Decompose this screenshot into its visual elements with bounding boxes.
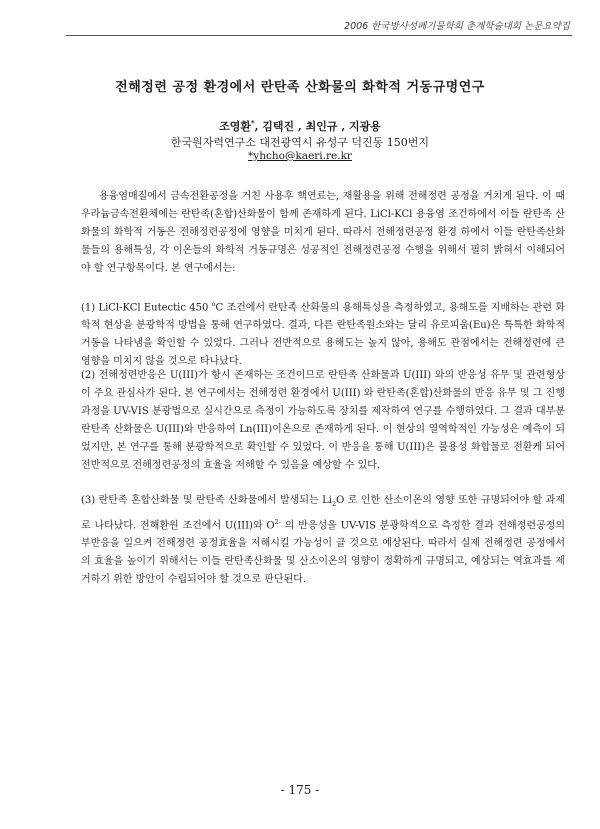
finding-1-text-a: (1) LiCl-KCl Eutectic 450 bbox=[81, 302, 209, 314]
finding-1-text-b: C 조건에서 란탄족 산화물의 용해특성을 측정하였고, 용해도를 지배하는 관련 화학적 현상을 분광학적 방법을 통해 연구하였다. 결과, 다른 란탄족원소와는 달리 유로피움(Eu)은 특특한 화학적 거동을 나타냄을 확인할 수 있었다. 그러나 전반적으로 용해도는 높지 않아, 용해도 관점에서는 전해정련에 큰 영향을 미치지 않을 것으로 타나났다. bbox=[81, 302, 565, 368]
author-list bbox=[0, 118, 600, 134]
finding-2-paragraph: (2) 전해정련반응은 U(III)가 항시 존재하는 조건이므로 란탄족 산화물과 U(III) 와의 반응성 유무 및 관련형상이 주요 관심사가 된다. 본 연구에서는 전해정련 환경에서 U(III) 와 란탄족(혼합)산화물의 반응 유무 및 그 진행과정을 UV-VIS 분광법으로 실시간으로 측정이 가능하도록 장치를 제작하여 연구를 수행하였다. 그 결과 대부분 란탄족 산화물은 U(III)와 반응하여 Ln(III)이온으로 존재하게 된다. 이 현상의 열역학적인 가능성은 예측이 되었지만, 본 연구를 통해 분광학적으로 확인할 수 있었다. 이 반응을 통해 U(III)은 불용성 화합물로 전환케 되어 전반적으로 전해정련공정의 효율을 저해할 수 있음을 예상할 수 있다. bbox=[81, 370, 565, 471]
intro-paragraph: 용융염매질에서 금속전환공정을 거친 사용후 핵연료는, 재활용을 위해 전해정련 공정을 거치게 된다. 이 때 우라늄금속전환체에는 란탄족(혼합)산화물이 함께 존재하게 된다. LiCl-KCl 용융염 조건하에서 이들 란탄족 산화물의 화학적 거동은 전해정련공정에 영향을 미치게 된다. 따라서 전해정련공정 환경 하에서 이들 란탄족산화물들의 용해특성, 각 이온들의 화학적 거동규명은 성공적인 전해정련공정 수행을 위해서 필히 밝혀서 이해되어야 할 연구항목이다. 본 연구에서는: bbox=[81, 191, 565, 274]
page-number: - 175 - bbox=[280, 783, 320, 797]
author-email-link[interactable]: *yhcho@kaeri.re.kr bbox=[248, 150, 352, 162]
paper-title: 전해정련 공정 환경에서 란탄족 산화물의 화학적 거동규명연구 bbox=[115, 80, 485, 95]
affiliation: 한국원자력연구소 대전광역시 유성구 덕진동 150번지 bbox=[170, 136, 430, 149]
oxide-charge-superscript: 2- bbox=[274, 518, 281, 526]
finding-3-text-c: 의 반응성을 UV-VIS 분광학적으로 측정한 결과 전해정련공정의 부반응을 일으켜 전해정련 공정효율을 저해시킬 가능성이 클 것으로 예상된다. 따라서 실제 전해정련 공정에서의 효율을 높이기 위해서는 이들 란탄족산화물 및 산소이온의 영향이 정확하게 규명되고, 예상되는 역효과를 제거하기 위한 방안이 수립되어야 할 것으로 판단된다. bbox=[81, 520, 566, 586]
first-author: 조영환 bbox=[219, 120, 251, 133]
finding-1-paragraph bbox=[81, 295, 565, 371]
finding-3-text-a: (3) 란탄족 혼합산화물 및 란탄족 산화물에서 발생되는 Li bbox=[81, 495, 332, 506]
running-header: 2006 한국방사성폐기물학회 춘계학술대회 논문요약집 bbox=[344, 21, 570, 32]
degree-mark: o bbox=[211, 300, 216, 308]
header-rule bbox=[66, 35, 572, 36]
finding-3-text-b: O 로 인한 산소이온의 영향 또한 규명되어야 할 과제로 나타났다. 전해환원 조건에서 U(III)와 O bbox=[81, 495, 565, 532]
finding-3-paragraph bbox=[81, 492, 565, 589]
li2o-subscript: 2 bbox=[331, 500, 337, 508]
co-authors: , 김택진 , 최인규 , 지광용 bbox=[254, 120, 381, 133]
corresponding-mark: * bbox=[250, 118, 255, 128]
